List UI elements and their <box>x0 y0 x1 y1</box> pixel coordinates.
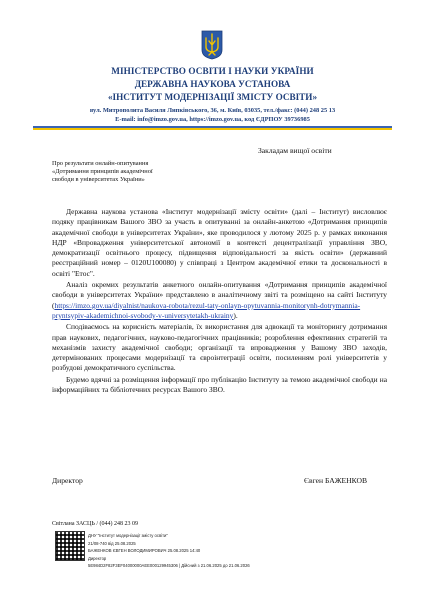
body-paragraph: Державна наукова установа «Інститут модернізації змісту освіти» (далі – Інститут) висловлює подяку працівникам Вашого ЗВО за участь в опитуванні за онлайн-анкетою «Дотримання принципів академічної свободи в університетах України», яке проводилося у лютому 2025 р. у рамках виконання НДР «Впровадження університетської автономії в контексті децентралізації управління ЗВО, демократизації освітнього процесу, підвищення відповідальності за якість освіти» (державний реєстраційний номер – 0120U100080) у співпраці з Центром академічної етики та доскональності в освіті "Етос". <box>52 207 387 278</box>
ministry-name: МІНІСТЕРСТВО ОСВІТИ І НАУКИ УКРАЇНИ <box>111 66 314 76</box>
body-paragraph: Сподіваємось на корисність матеріалів, їх використання для адвокації та моніторингу дотримання прав наукових, педагогічних, науково-педагогічних працівників; розроблення ефективних стратегій та механізмів захисту академічної свободи; організації та впровадження у Вашому ЗВО заходів, детермінованих процесами модернізації та євроінтеграції освіти, посиленням ролі університетів у розбудові демократичного суспільства. <box>52 322 387 373</box>
body-paragraph: Будемо вдячні за розміщення інформації про публікацію Інституту за темою академічної свободи на інформаційних та бібліотечних ресурсах Вашого ЗВО. <box>52 374 387 395</box>
institution-address: вул. Митрополита Василя Липківського, 36, м. Київ, 03035, тел./факс: (044) 248 25 13 <box>89 107 336 114</box>
stamp-certificate: 5E984D2F82F3EF04000000AEE000129945306 | Дійсний з 21.06.2025 до 21.06.2026 <box>88 563 250 569</box>
body-paragraph <box>52 280 387 321</box>
institution-name: «ІНСТИТУТ МОДЕРНІЗАЦІЇ ЗМІСТУ ОСВІТИ» <box>107 92 318 102</box>
coat-of-arms-icon <box>201 30 223 60</box>
signatory-name: Євген БАЖЕНКОВ <box>304 476 368 485</box>
digital-signature-stamp <box>55 528 391 590</box>
executor-contact: Світлана ЗАСЦЬ / (044) 248 23 09 <box>52 521 138 527</box>
letter-body <box>52 207 387 396</box>
subject-line: свободи в університетах України» <box>52 176 145 184</box>
body-text: ). <box>233 310 238 320</box>
report-link[interactable]: https://imzo.gov.ua/diyalnist/naukova-robota/rezul-taty-onlayn-opytuvannia-monitorynh-dotrymannia-pryntsypiv-akademichnoi-svobody-v-universytetakh-ukrainy <box>52 300 361 320</box>
qr-code-icon <box>55 531 85 561</box>
stamp-org: ДНУ "Інститут модернізації змісту освіти" <box>88 533 168 538</box>
stamp-registration: 21/08-740 від 25.08.2025 <box>88 540 136 546</box>
addressee: Закладам вищої освіти <box>258 146 332 155</box>
stamp-details <box>88 532 388 570</box>
letter-subject <box>52 160 232 185</box>
institution-type: ДЕРЖАВНА НАУКОВА УСТАНОВА <box>134 79 291 89</box>
body-text: Аналіз окремих результатів анкетного онлайн-опитування «Дотримання принципів академічної свободи в університетах України» представлено в аналітичному звіті та розміщено на сайті Інституту ( <box>52 280 387 310</box>
subject-line: Про результати онлайн-опитування <box>52 160 149 167</box>
subject-line: «Дотримання принципів академічної <box>52 168 153 176</box>
header-divider-yellow <box>33 128 392 130</box>
stamp-signed-by: БАЖЕНКОВ ЄВГЕН ВОЛОДИМИРОВИЧ 25.08.2025 14:40 <box>88 548 201 554</box>
institution-contacts: E-mail: info@imzo.gov.ua, https://imzo.gov.ua, код ЄДРПОУ 39736985 <box>115 116 310 123</box>
stamp-role: Директор <box>88 555 107 561</box>
signatory-role: Директор <box>52 476 83 485</box>
